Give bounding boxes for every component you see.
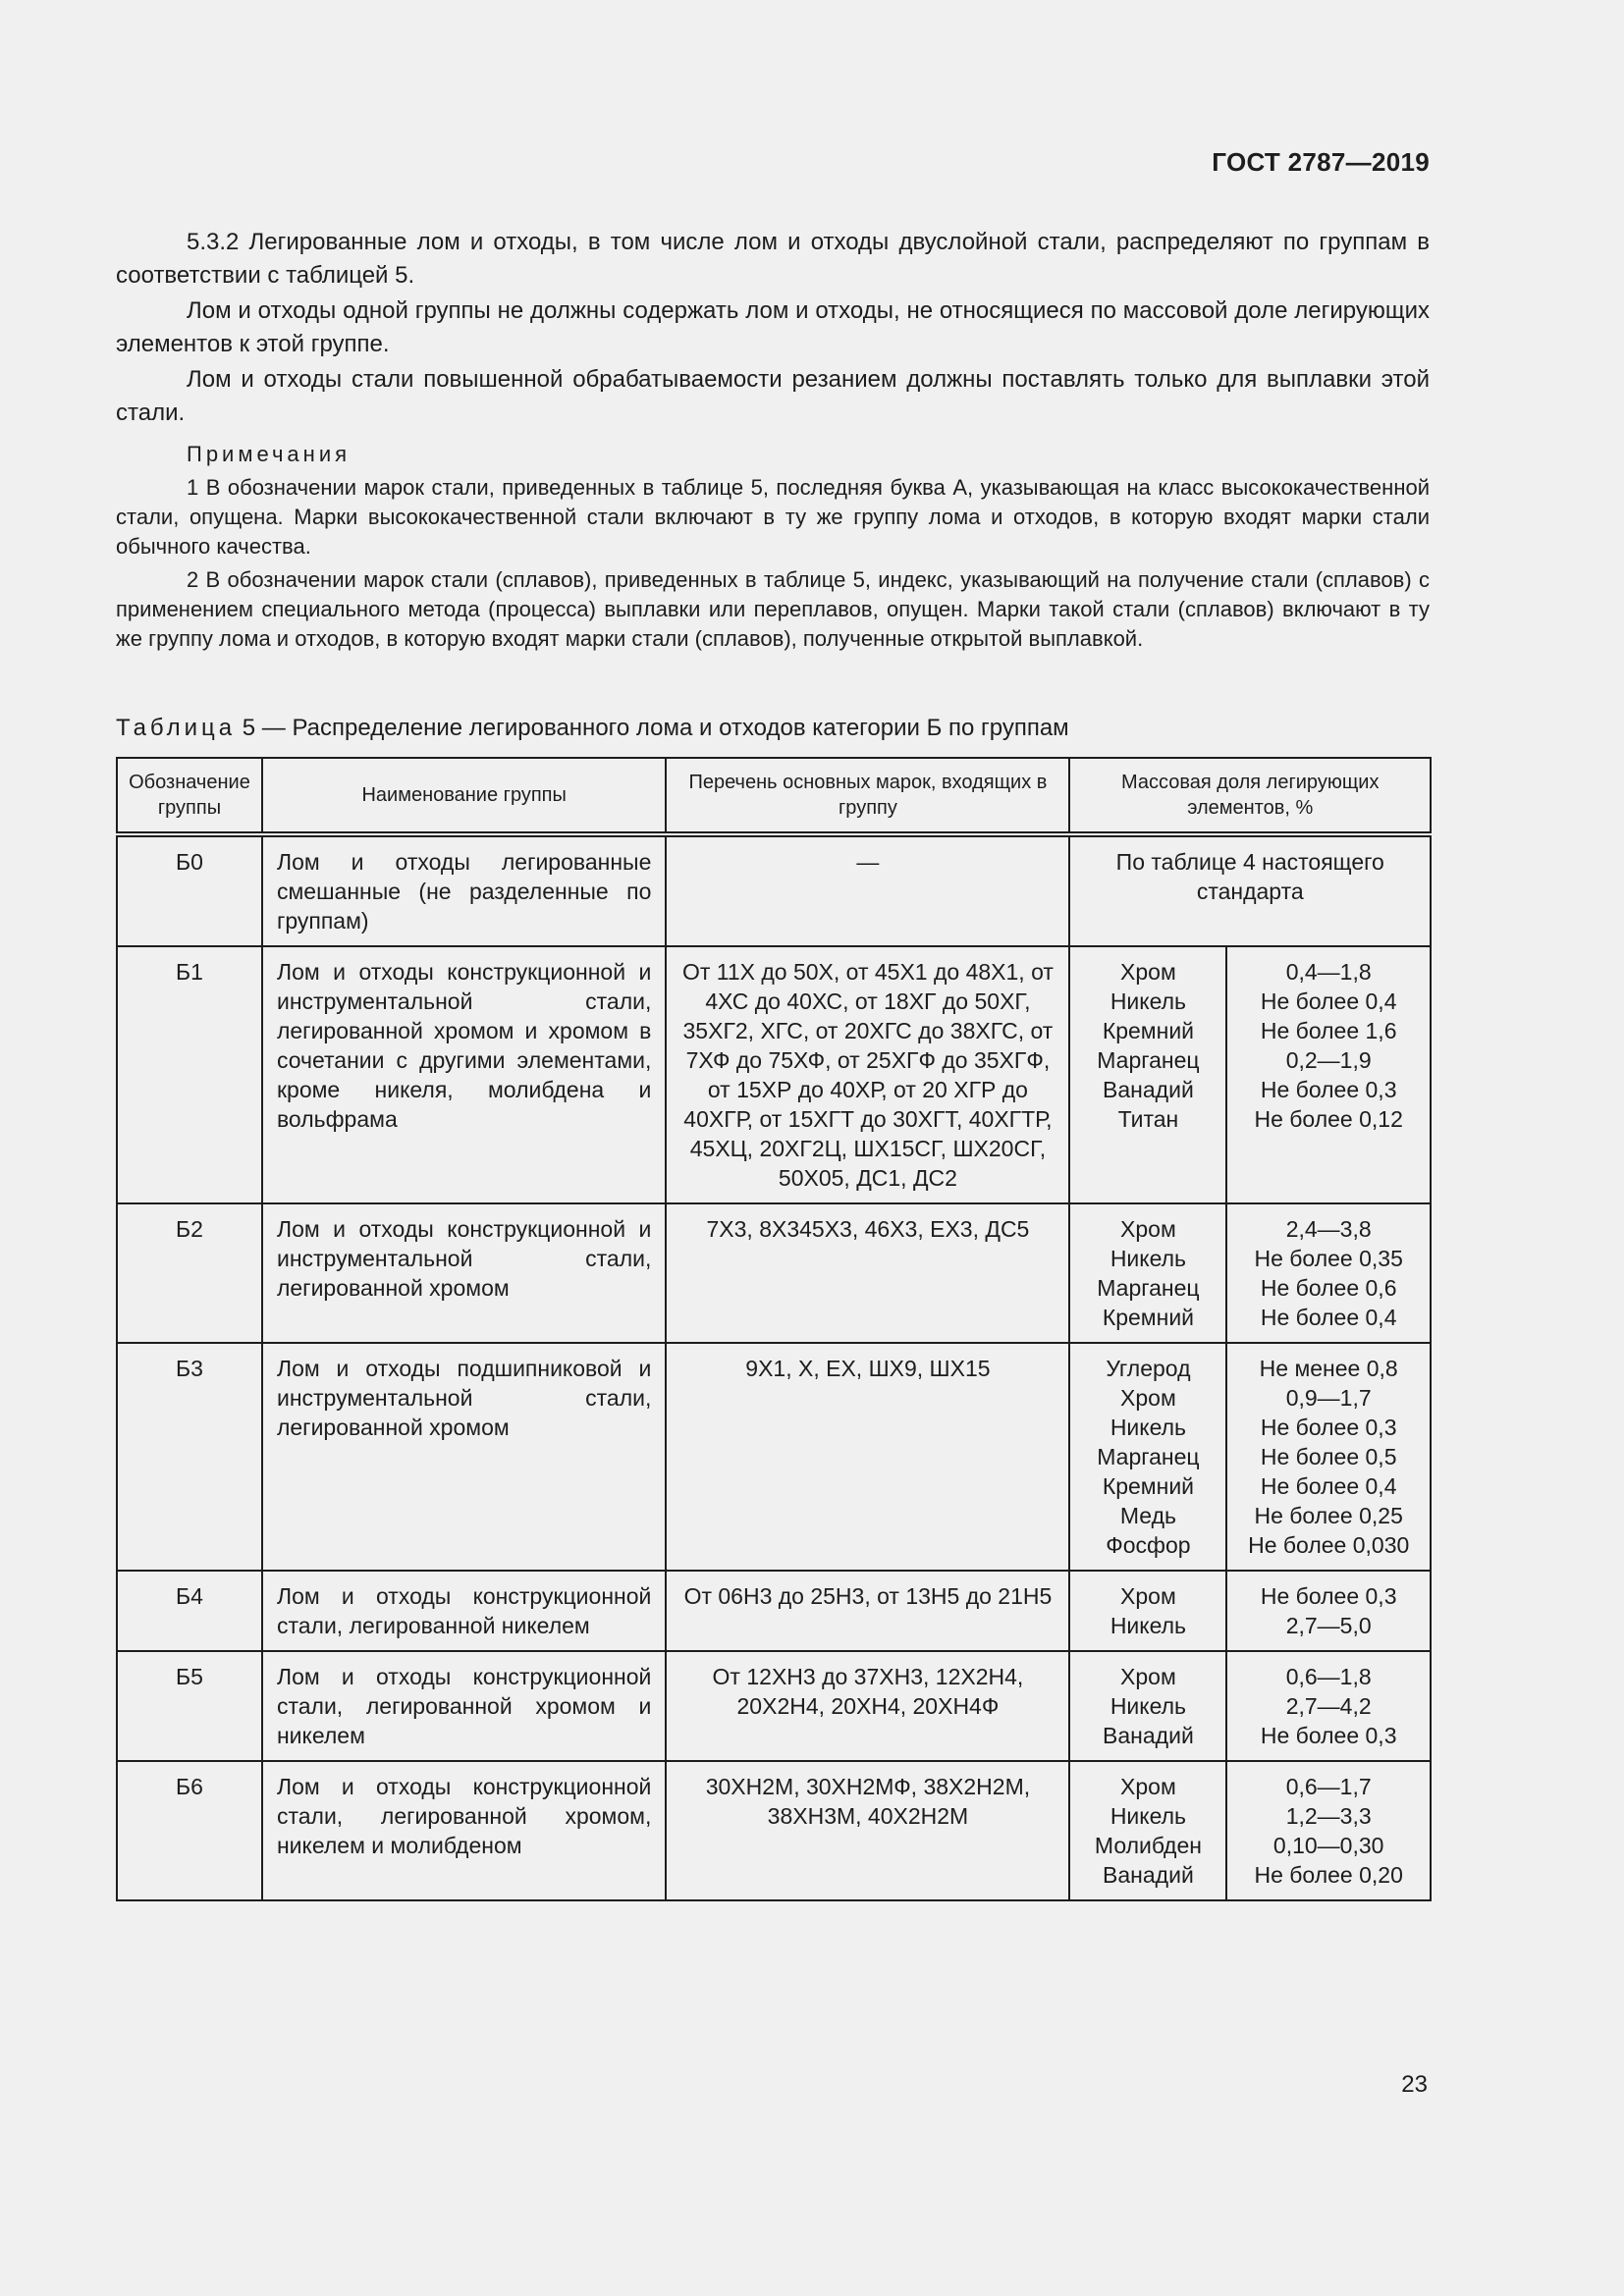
group-code-cell: Б3 (117, 1343, 262, 1571)
element-name: Хром (1120, 1216, 1176, 1242)
group-name-cell: Лом и отходы конструкционной и инструментальной стали, легированной хромом и хромом в сочетании с другими элементами, кроме никеля, молибдена и вольфрама (262, 946, 666, 1203)
header-marks: Перечень основных марок, входящих в группу (666, 758, 1069, 834)
table-caption-text: 5 — Распределение легированного лома и отходов категории Б по группам (242, 715, 1069, 741)
paragraph: 5.3.2 Легированные лом и отходы, в том числе лом и отходы двуслойной стали, распределяют по группам в соответствии с таблицей 5. (116, 229, 1430, 289)
steel-groups-table (116, 757, 1432, 1901)
element-name: Никель (1110, 1246, 1187, 1271)
elements-cell (1069, 1651, 1226, 1761)
group-code-cell: Б6 (117, 1761, 262, 1900)
element-value: Не более 0,4 (1260, 1305, 1397, 1330)
group-code-cell: Б4 (117, 1571, 262, 1651)
element-value: Не более 0,5 (1260, 1444, 1397, 1469)
element-name: Хром (1120, 1664, 1176, 1689)
table-caption (116, 715, 1069, 742)
body-text (116, 226, 1430, 658)
element-name: Молибден (1094, 1833, 1202, 1858)
element-value: 2,7—4,2 (1285, 1693, 1372, 1719)
element-name: Никель (1110, 1415, 1187, 1440)
element-value: Не менее 0,8 (1259, 1356, 1398, 1381)
paragraph: Лом и отходы одной группы не должны содержать лом и отходы, не относящиеся по массовой доле легирующих элементов к этой группе. (116, 297, 1430, 357)
element-name: Хром (1120, 1385, 1176, 1411)
element-name: Хром (1120, 959, 1176, 985)
element-name: Хром (1120, 1583, 1176, 1609)
standard-header: ГОСТ 2787—2019 (1212, 147, 1430, 177)
group-code-cell: Б5 (117, 1651, 262, 1761)
table-caption-label: Таблица (116, 715, 237, 741)
group-name-cell: Лом и отходы легированные смешанные (не разделенные по группам) (262, 834, 666, 946)
group-name-cell: Лом и отходы конструкционной и инструментальной стали, легированной хромом (262, 1203, 666, 1343)
element-value: Не более 0,4 (1260, 988, 1397, 1014)
element-value: Не более 0,6 (1260, 1275, 1397, 1301)
header-content: Массовая доля легирующих элементов, % (1069, 758, 1431, 834)
element-name: Никель (1110, 988, 1187, 1014)
values-cell (1226, 1571, 1431, 1651)
element-value: Не более 0,3 (1260, 1723, 1397, 1748)
values-cell (1226, 1651, 1431, 1761)
values-cell (1226, 1761, 1431, 1900)
steel-marks-cell: От 06Н3 до 25Н3, от 13Н5 до 21Н5 (666, 1571, 1069, 1651)
group-name-cell: Лом и отходы конструкционной стали, легированной хромом и никелем (262, 1651, 666, 1761)
note: 2 В обозначении марок стали (сплавов), приведенных в таблице 5, индекс, указывающий на получение стали (сплавов) с применением специального метода (процесса) выплавки или переплавов, опущен. Марки такой стали (сплавов) включают в ту же группу лома и отходов, в которую входят марки стали (сплавов), полученные открытой выплавкой. (116, 567, 1430, 651)
values-cell (1226, 1343, 1431, 1571)
element-name: Фосфор (1106, 1532, 1191, 1558)
group-code-cell: Б2 (117, 1203, 262, 1343)
element-name: Марганец (1097, 1047, 1200, 1073)
table-body (117, 834, 1431, 1900)
group-name-cell: Лом и отходы конструкционной стали, легированной хромом, никелем и молибденом (262, 1761, 666, 1900)
elements-cell (1069, 1343, 1226, 1571)
element-value: Не более 0,20 (1254, 1862, 1403, 1888)
table-row (117, 1761, 1431, 1900)
table-header-row (117, 758, 1431, 834)
element-name: Кремний (1102, 1305, 1195, 1330)
element-value: 0,10—0,30 (1272, 1833, 1384, 1858)
steel-marks-cell: 7Х3, 8Х345Х3, 46Х3, ЕХ3, ДС5 (666, 1203, 1069, 1343)
element-value: 0,6—1,8 (1285, 1664, 1372, 1689)
steel-marks-cell: 9Х1, Х, ЕХ, ШХ9, ШХ15 (666, 1343, 1069, 1571)
element-name: Кремний (1102, 1473, 1195, 1499)
steel-marks-cell: От 11Х до 50Х, от 45Х1 до 48Х1, от 4ХС до 40ХС, от 18ХГ до 50ХГ, 35ХГ2, ХГС, от 20ХГС до 38ХГС, от 7ХФ до 75ХФ, от 25ХГФ до 35ХГФ, от 15ХР до 40ХР, от 20 ХГР до 40ХГР, от 15ХГТ до 30ХГТ, 40ХГТР, 45ХЦ, 20ХГ2Ц, ШХ15СГ, ШХ20СГ, 50Х05, ДС1, ДС2 (666, 946, 1069, 1203)
elements-cell (1069, 1571, 1226, 1651)
table-row (117, 1203, 1431, 1343)
elements-cell (1069, 1203, 1226, 1343)
values-cell (1226, 1203, 1431, 1343)
values-cell (1226, 946, 1431, 1203)
group-name-cell: Лом и отходы подшипниковой и инструментальной стали, легированной хромом (262, 1343, 666, 1571)
element-name: Никель (1110, 1613, 1187, 1638)
page-number: 23 (1401, 2071, 1428, 2098)
element-value: Не более 0,12 (1254, 1106, 1403, 1132)
table-row (117, 1651, 1431, 1761)
element-value: Не более 0,4 (1260, 1473, 1397, 1499)
notes-title: Примечания (187, 442, 352, 466)
element-name: Марганец (1097, 1444, 1200, 1469)
element-name: Никель (1110, 1803, 1187, 1829)
group-code-cell: Б0 (117, 834, 262, 946)
steel-marks-cell: 30ХН2М, 30ХН2МФ, 38Х2Н2М, 38ХН3М, 40Х2Н2М (666, 1761, 1069, 1900)
table-row (117, 1343, 1431, 1571)
element-value: 0,9—1,7 (1285, 1385, 1372, 1411)
element-name: Марганец (1097, 1275, 1200, 1301)
element-value: Не более 0,3 (1260, 1077, 1397, 1102)
header-code: Обозначение группы (117, 758, 262, 834)
table-row (117, 834, 1431, 946)
element-value: Не более 0,35 (1254, 1246, 1403, 1271)
element-name: Ванадий (1103, 1862, 1194, 1888)
element-value: Не более 0,030 (1248, 1532, 1410, 1558)
element-name: Ванадий (1103, 1723, 1194, 1748)
element-value: Не более 0,3 (1260, 1583, 1397, 1609)
note: 1 В обозначении марок стали, приведенных в таблице 5, последняя буква А, указывающая на класс высококачественной стали, опущена. Марки высококачественной стали включают в ту же группу лома и отходов, в которую входят марки стали обычного качества. (116, 475, 1430, 559)
element-name: Никель (1110, 1693, 1187, 1719)
header-name: Наименование группы (262, 758, 666, 834)
element-value: 0,2—1,9 (1285, 1047, 1372, 1073)
element-name: Ванадий (1103, 1077, 1194, 1102)
content-reference-cell: По таблице 4 настоящего стандарта (1069, 834, 1431, 946)
element-value: 1,2—3,3 (1285, 1803, 1372, 1829)
element-value: 0,6—1,7 (1285, 1774, 1372, 1799)
element-name: Хром (1120, 1774, 1176, 1799)
element-value: Не более 0,25 (1254, 1503, 1403, 1528)
group-code-cell: Б1 (117, 946, 262, 1203)
element-name: Медь (1119, 1503, 1176, 1528)
element-name: Кремний (1102, 1018, 1195, 1043)
steel-marks-cell: — (666, 834, 1069, 946)
elements-cell (1069, 1761, 1226, 1900)
element-value: Не более 0,3 (1260, 1415, 1397, 1440)
element-value: 2,4—3,8 (1285, 1216, 1372, 1242)
table-row (117, 946, 1431, 1203)
steel-marks-cell: От 12ХН3 до 37ХН3, 12Х2Н4, 20Х2Н4, 20ХН4, 20ХН4Ф (666, 1651, 1069, 1761)
table-row (117, 1571, 1431, 1651)
element-name: Углерод (1106, 1356, 1191, 1381)
group-name-cell: Лом и отходы конструкционной стали, легированной никелем (262, 1571, 666, 1651)
element-value: Не более 1,6 (1260, 1018, 1397, 1043)
element-value: 0,4—1,8 (1285, 959, 1372, 985)
notes-block (116, 440, 1430, 654)
element-name: Титан (1117, 1106, 1179, 1132)
element-value: 2,7—5,0 (1285, 1613, 1372, 1638)
elements-cell (1069, 946, 1226, 1203)
paragraph: Лом и отходы стали повышенной обрабатываемости резанием должны поставлять только для выплавки этой стали. (116, 366, 1430, 426)
